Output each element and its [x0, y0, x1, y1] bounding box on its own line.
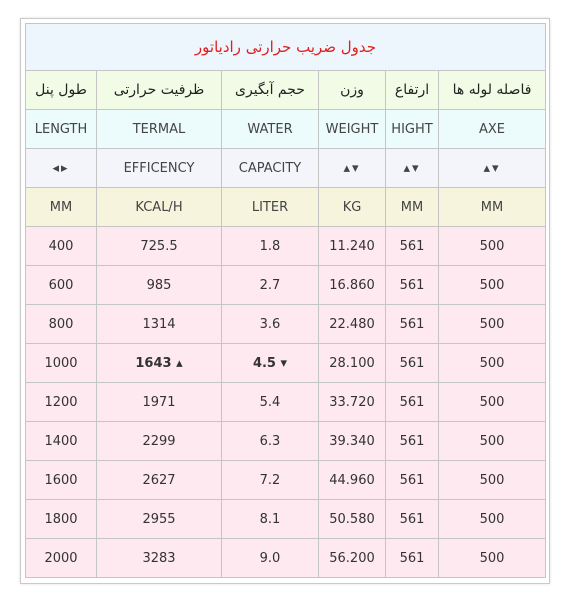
cell-water: 8.1 [222, 500, 319, 539]
cell-thermal: 3283 [97, 539, 222, 578]
header-fa-length[interactable]: طول پنل [26, 71, 97, 110]
cell-weight: 11.240 [319, 227, 386, 266]
cell-height: 561 [386, 461, 439, 500]
cell-water: 9.0 [222, 539, 319, 578]
cell-water-highlight: 4.5 ▾ [222, 344, 319, 383]
cell-thermal-highlight: 1643 ▴ [97, 344, 222, 383]
cell-height: 561 [386, 422, 439, 461]
header-en-axe: AXE [439, 110, 546, 149]
sort-weight-icon[interactable]: ▴▾ [319, 149, 386, 188]
header-en-weight: WEIGHT [319, 110, 386, 149]
header-en-length: LENGTH [26, 110, 97, 149]
cell-weight: 56.200 [319, 539, 386, 578]
cell-height: 561 [386, 305, 439, 344]
cell-height: 561 [386, 266, 439, 305]
cell-axe: 500 [439, 422, 546, 461]
title-row [26, 24, 546, 71]
cell-height: 561 [386, 500, 439, 539]
cell-thermal: 2299 [97, 422, 222, 461]
cell-axe: 500 [439, 305, 546, 344]
cell-thermal: 2627 [97, 461, 222, 500]
header-en-water: WATER [222, 110, 319, 149]
header-fa-weight[interactable]: وزن [319, 71, 386, 110]
cell-thermal: 985 [97, 266, 222, 305]
table-row [26, 227, 546, 266]
cell-axe: 500 [439, 500, 546, 539]
cell-length: 1000 [26, 344, 97, 383]
table-row [26, 461, 546, 500]
radiator-heat-table [25, 23, 546, 578]
persian-header-row [26, 71, 546, 110]
sort-height-icon[interactable]: ▴▾ [386, 149, 439, 188]
cell-water: 5.4 [222, 383, 319, 422]
cell-axe: 500 [439, 266, 546, 305]
cell-height: 561 [386, 539, 439, 578]
unit-thermal: KCAL/H [97, 188, 222, 227]
cell-height: 561 [386, 383, 439, 422]
unit-water: LITER [222, 188, 319, 227]
cell-water: 1.8 [222, 227, 319, 266]
cell-weight: 33.720 [319, 383, 386, 422]
unit-length: MM [26, 188, 97, 227]
unit-height: MM [386, 188, 439, 227]
cell-weight: 39.340 [319, 422, 386, 461]
cell-axe: 500 [439, 344, 546, 383]
cell-height: 561 [386, 227, 439, 266]
table-frame [20, 18, 550, 584]
cell-length: 1800 [26, 500, 97, 539]
header-en-height: HIGHT [386, 110, 439, 149]
table-row [26, 500, 546, 539]
cell-axe: 500 [439, 539, 546, 578]
sort-axe-icon[interactable]: ▴▾ [439, 149, 546, 188]
table-row [26, 422, 546, 461]
unit-row [26, 188, 546, 227]
cell-axe: 500 [439, 227, 546, 266]
unit-axe: MM [439, 188, 546, 227]
cell-weight: 22.480 [319, 305, 386, 344]
cell-water: 3.6 [222, 305, 319, 344]
cell-thermal: 1314 [97, 305, 222, 344]
header-en-thermal: TERMAL [97, 110, 222, 149]
cell-water: 6.3 [222, 422, 319, 461]
cell-weight: 50.580 [319, 500, 386, 539]
header-fa-height[interactable]: ارتفاع [386, 71, 439, 110]
cell-thermal: 2955 [97, 500, 222, 539]
header-capacity: CAPACITY [222, 149, 319, 188]
header-fa-axe[interactable]: فاصله لوله ها [439, 71, 546, 110]
sort-arrows-icon[interactable]: ◂▸ [26, 149, 97, 188]
cell-thermal: 725.5 [97, 227, 222, 266]
unit-weight: KG [319, 188, 386, 227]
header-fa-water[interactable]: حجم آبگیری [222, 71, 319, 110]
header-efficency: EFFICENCY [97, 149, 222, 188]
cell-length: 600 [26, 266, 97, 305]
cell-water: 2.7 [222, 266, 319, 305]
cell-length: 1600 [26, 461, 97, 500]
cell-length: 2000 [26, 539, 97, 578]
english-header-row [26, 110, 546, 149]
cell-weight: 44.960 [319, 461, 386, 500]
table-row [26, 266, 546, 305]
table-row [26, 344, 546, 383]
cell-axe: 500 [439, 461, 546, 500]
table-row [26, 383, 546, 422]
table-row [26, 539, 546, 578]
cell-length: 400 [26, 227, 97, 266]
cell-length: 1400 [26, 422, 97, 461]
cell-weight: 28.100 [319, 344, 386, 383]
table-title: جدول ضریب حرارتی رادیاتور [26, 24, 546, 71]
cell-weight: 16.860 [319, 266, 386, 305]
cell-axe: 500 [439, 383, 546, 422]
cell-water: 7.2 [222, 461, 319, 500]
cell-length: 1200 [26, 383, 97, 422]
cell-length: 800 [26, 305, 97, 344]
cell-height: 561 [386, 344, 439, 383]
table-row [26, 305, 546, 344]
cell-thermal: 1971 [97, 383, 222, 422]
sort-row [26, 149, 546, 188]
header-fa-thermal[interactable]: ظرفیت حرارتی [97, 71, 222, 110]
